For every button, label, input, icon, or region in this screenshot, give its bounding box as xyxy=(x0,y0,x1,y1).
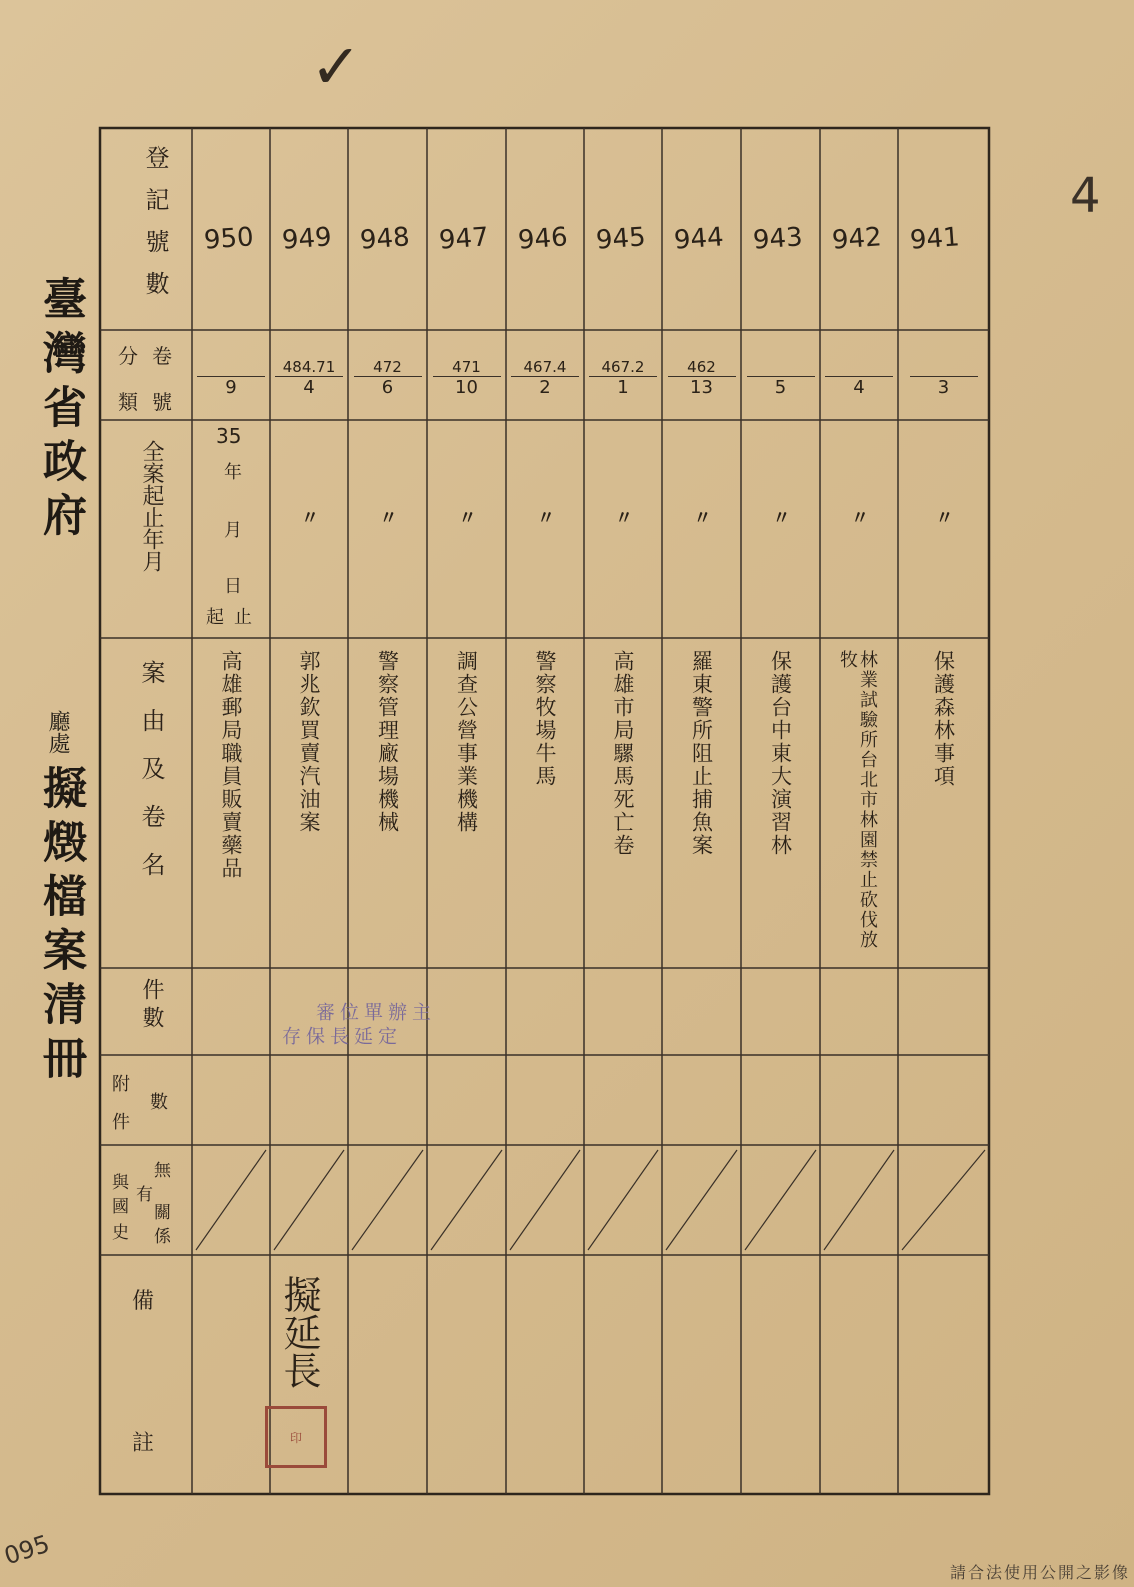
header-remarks-top: 備 xyxy=(132,1289,155,1314)
class-bottom: 4 xyxy=(303,377,315,398)
department-line: 廳處 xyxy=(45,710,70,754)
class-bottom: 6 xyxy=(381,377,394,398)
period-ditto: 〃 xyxy=(458,508,477,529)
volume-class xyxy=(910,358,978,399)
header-history-1: 無 xyxy=(154,1161,171,1181)
period-ditto: 〃 xyxy=(693,508,712,529)
case-subject: 警察牧場牛馬 xyxy=(533,650,557,788)
period-ditto: 〃 xyxy=(379,508,398,529)
remark-note: 擬延長 xyxy=(277,1275,321,1389)
stamp-line-2: 定延長保存 xyxy=(279,1026,397,1045)
class-bottom: 2 xyxy=(539,377,551,398)
volume-class xyxy=(668,358,736,399)
period-ditto: 〃 xyxy=(851,508,869,529)
class-top xyxy=(197,358,265,377)
reg-number: 947 xyxy=(438,222,490,256)
header-remarks-bottom: 註 xyxy=(132,1431,155,1456)
class-top: 472 xyxy=(354,358,422,377)
header-history-2: 與 xyxy=(112,1173,129,1193)
volume-class xyxy=(275,358,343,399)
reg-number: 945 xyxy=(595,222,647,256)
class-top: 467.2 xyxy=(589,358,657,377)
period-ditto: 〃 xyxy=(772,508,791,529)
reg-number: 944 xyxy=(673,222,725,256)
document-subtitle: 擬燬檔案清冊 xyxy=(35,765,86,1089)
volume-class xyxy=(354,358,422,399)
header-vol-class-2: 類號 xyxy=(118,390,186,414)
header-subject: 案由及卷名 xyxy=(137,660,165,900)
case-subject: 郭兆欽買賣汽油案 xyxy=(297,650,321,834)
case-subject: 高雄郵局職員販賣藥品 xyxy=(219,650,243,880)
header-history-6: 係 xyxy=(154,1227,171,1247)
case-subject: 保護森林事項 xyxy=(931,650,956,788)
page-number: 4 xyxy=(1070,168,1101,224)
margin-number: 095 xyxy=(0,1529,54,1571)
document-title: 臺灣省政府 xyxy=(35,276,86,546)
case-subject: 高雄市局騾馬死亡卷 xyxy=(611,650,635,857)
class-top: 462 xyxy=(668,358,736,377)
reg-number: 941 xyxy=(909,222,961,256)
reg-number: 942 xyxy=(831,222,883,256)
header-reg-no: 登記號數 xyxy=(141,145,169,313)
period-ditto: 〃 xyxy=(537,508,555,529)
class-bottom: 13 xyxy=(690,377,713,398)
period-ditto: 〃 xyxy=(935,508,954,529)
reg-number: 948 xyxy=(359,222,411,256)
header-history-7: 史 xyxy=(112,1223,129,1243)
header-attach-3: 件 xyxy=(112,1112,130,1133)
class-bottom: 4 xyxy=(853,377,865,398)
header-vol-class-1: 分卷 xyxy=(118,344,186,368)
reg-number: 946 xyxy=(517,222,569,256)
case-subject: 警察管理廠場機械 xyxy=(375,650,400,834)
volume-class xyxy=(747,358,815,399)
period-year-value: 35 xyxy=(216,424,242,448)
volume-class xyxy=(433,358,501,399)
header-history-4: 關 xyxy=(154,1203,171,1223)
class-top: 467.4 xyxy=(511,358,579,377)
footer-notice: 請合法使用公開之影像 xyxy=(949,1563,1130,1582)
header-history-3: 有 xyxy=(136,1185,153,1205)
stamp-line-1: 主辦單位審 xyxy=(313,1002,431,1021)
header-count: 件數 xyxy=(139,978,164,1034)
reg-number: 943 xyxy=(752,222,804,256)
class-top: 484.71 xyxy=(275,358,343,377)
class-bottom: 1 xyxy=(617,377,629,398)
case-subject: 林業試驗所台北市林園禁止砍伐放牧 xyxy=(837,650,878,950)
check-mark: ✓ xyxy=(310,30,362,103)
period-year: 年 xyxy=(224,462,242,483)
header-history-5: 國 xyxy=(112,1197,129,1217)
class-bottom: 3 xyxy=(937,377,950,398)
header-attach-1: 附 xyxy=(112,1074,130,1095)
header-attach-2: 數 xyxy=(150,1092,168,1113)
class-bottom: 5 xyxy=(774,377,787,398)
volume-class xyxy=(825,358,893,399)
red-seal xyxy=(265,1406,327,1468)
period-start-end: 起止 xyxy=(206,607,262,628)
case-subject: 保護台中東大演習林 xyxy=(768,650,793,857)
reg-number: 950 xyxy=(203,222,255,256)
period-day: 日 xyxy=(224,576,242,597)
seal-text: 印 xyxy=(289,1430,302,1445)
case-subject: 羅東警所阻止捕魚案 xyxy=(689,650,714,857)
volume-class xyxy=(197,358,265,399)
period-ditto: 〃 xyxy=(301,508,319,529)
class-top: 471 xyxy=(433,358,501,377)
reg-number: 949 xyxy=(281,222,333,256)
class-top xyxy=(747,358,815,377)
class-bottom: 10 xyxy=(455,377,478,398)
class-top xyxy=(825,358,893,377)
volume-class xyxy=(589,358,657,399)
period-month: 月 xyxy=(224,520,242,541)
class-top xyxy=(910,358,978,377)
period-ditto: 〃 xyxy=(615,508,633,529)
header-period: 全案起止年月 xyxy=(139,440,164,572)
volume-class xyxy=(511,358,579,399)
class-bottom: 9 xyxy=(225,377,237,398)
case-subject: 調查公營事業機構 xyxy=(454,650,479,834)
